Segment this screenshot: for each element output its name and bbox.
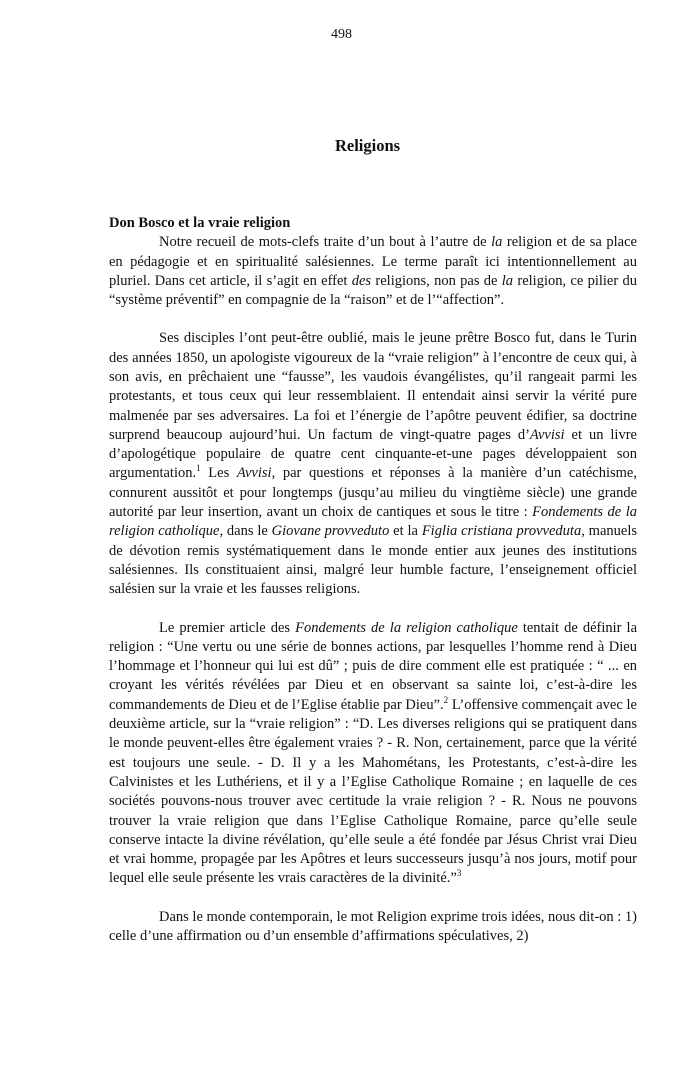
- paragraph-2: [109, 329, 637, 599]
- italic-title: Giovane provveduto: [271, 523, 390, 540]
- text-run: , par questions et réponses à la manière d’un catéchisme, connurent aussitôt et pour longtemps (jusqu’au milieu du vingtième siècle) une grande autorité par leur insertion, avant un choix de cantiques et sous le titre :: [109, 465, 637, 521]
- text-run: et la: [389, 523, 422, 540]
- paragraph-1: [109, 233, 637, 310]
- text-run: religion, ce pilier du “système préventif” en compagnie de la “raison” et de l’“affection”.: [109, 272, 637, 309]
- paragraph-3: [109, 619, 637, 889]
- page-number: 498: [331, 27, 352, 42]
- text-run: et un livre d’apologétique populaire de quatre cent cinquante-et-une pages développaient son argumentation.: [109, 426, 637, 482]
- italic-title: Figlia cristiana provveduta: [421, 523, 582, 540]
- italic-title: Fondements de la religion catholique: [295, 619, 518, 636]
- article-body: [109, 214, 637, 946]
- section-heading: Don Bosco et la vraie religion: [109, 215, 291, 231]
- text-run: , manuels de dévotion remis systématiquement dans le monde entier aux jeunes des institutions salésiennes. Ils constituaient ainsi, malgré leur humble facture, l’enseignement officiel salésien sur la vraie et les fausses religions.: [109, 523, 637, 598]
- page-title: Religions: [334, 136, 401, 155]
- text-run: L’offensive commençait avec le deuxième article, sur la “vraie religion” : “D. Les diverses religions qui se pratiquent dans le monde peuvent-elles être également vraies ? - R. Non, certainement, parce que la vérité est toujours une seule. - D. Il y a les Mahométans, les Protestants, c’est-à-dire les Calvinistes et les Luthériens, et il y a l’Eglise Catholique Romaine ; en laquelle de ces sociétés pouvons-nous trouver avec certitude la vraie religion ? - R. Nous ne pouvons trouver la vraie religion que dans l’Eglise Catholique Romaine, parce qu’elle seule conserve intacte la divine révélation, qu’elle seule a été fondée par Jésus Christ vrai Dieu et vrai homme, propagée par les Apôtres et leurs successeurs jusqu’à nos jours, motif pour lequel elle seule présente les vrais caractères de la divinité.”: [109, 696, 637, 887]
- italic-title: Fondements de la religion catholique: [109, 504, 637, 540]
- footnote-marker: 3: [456, 868, 462, 879]
- text-run: Le premier article des: [159, 619, 296, 636]
- text-run: religions, non pas de: [371, 272, 502, 289]
- italic-title: la: [501, 272, 514, 289]
- italic-title: des: [351, 272, 372, 289]
- text-run: , dans le: [219, 523, 272, 540]
- text-run: Ses disciples l’ont peut-être oublié, mais le jeune prêtre Bosco fut, dans le Turin des années 1850, un apologiste vigoureux de la “vraie religion” à l’encontre de ceux qui, à son avis, en prêchaient une “fausse”, les vaudois évangélistes, qu’il rangeait parmi les protestants, et tous ceux qui leur ressemblaient. Il entendait ainsi servir la vérité pure malmenée par ses adversaires. La foi et l’énergie de l’apôtre peuvent édifier, sa doctrine surprend beaucoup aujourd’hui. Un factum de vingt-quatre pages d’: [109, 330, 637, 443]
- footnote-marker: 2: [443, 694, 449, 705]
- italic-title: Avvisi: [236, 465, 272, 482]
- italic-title: la: [491, 234, 503, 251]
- text-run: religion et de sa place en pédagogie et en spiritualité salésiennes. Le terme paraît ici intentionnellement au pluriel. Dans cet article, il s’agit en effet: [109, 234, 637, 289]
- footnote-marker: 1: [196, 463, 201, 474]
- text-run: Notre recueil de mots-clefs traite d’un bout à l’autre de: [159, 234, 492, 251]
- paragraph-4: [109, 908, 637, 947]
- text-run: Les: [200, 465, 237, 482]
- italic-title: Avvisi: [529, 426, 565, 443]
- text-run: tentait de définir la religion : “Une vertu ou une série de bonnes actions, par lesquelles l’homme rend à Dieu l’hommage et l’honneur qui lui est dû” ; puis de dire comment elle est pratiquée : “ ... en croyant les vérités révélées par Dieu et en observant sa sainte loi, c’est-à-dire les commandements de Dieu et de l’Eglise établie par Dieu”.: [109, 619, 637, 713]
- text-run: Dans le monde contemporain, le mot Religion exprime trois idées, nous dit-on : 1) celle d’une affirmation ou d’un ensemble d’affirmations spéculatives, 2): [109, 908, 638, 944]
